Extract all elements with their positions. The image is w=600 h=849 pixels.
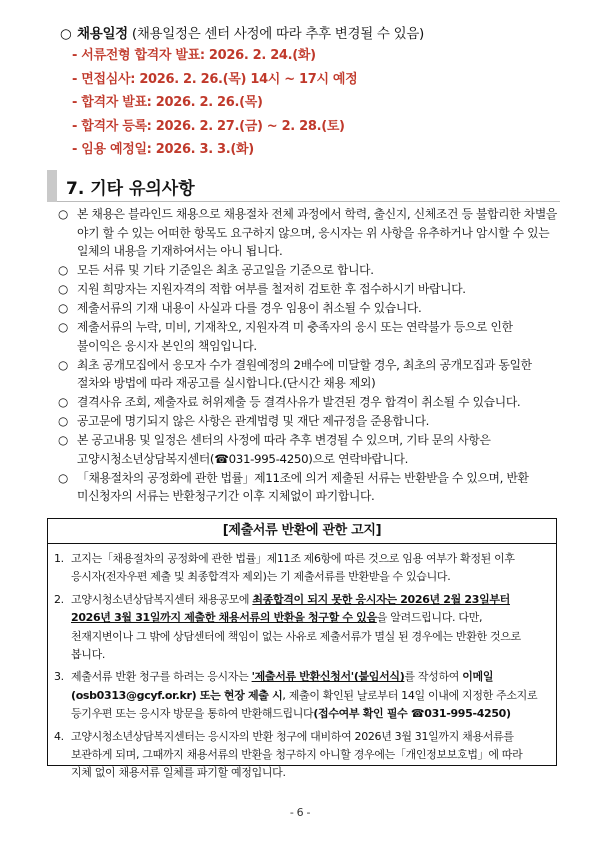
note-item bbox=[58, 393, 558, 412]
notice-item-emphasis: 최종합격이 되지 못한 응시자는 2026년 2월 23일부터 2026년 3월 31일까지 제출한 채용서류의 반환을 청구할 수 있음 bbox=[71, 592, 510, 625]
note-item bbox=[58, 280, 558, 299]
section-heading-bar bbox=[47, 170, 560, 202]
notice-item-4 bbox=[54, 728, 546, 783]
schedule-heading-line bbox=[60, 24, 560, 46]
schedule-item-final-result: - 합격자 발표: 2026. 2. 26.(목) bbox=[72, 95, 263, 110]
notice-item-text: 고지는「채용절차의 공정화에 관한 법률」제11조 제6항에 따른 것으로 임용 여부가 확정된 이후 응시자(전자우편 제출 및 최종합격자 제외)는 기 제출서류를 반환받을 수 있습니다. bbox=[71, 552, 515, 584]
notice-item-emphasis: (접수여부 확인 필수 ☎031-995-4250) bbox=[313, 707, 511, 721]
notice-item-text: 고양시청소년상담복지센터는 응시자의 반환 청구에 대비하여 2026년 3월 31일까지 채용서류를 보관하게 되며, 그때까지 채용서류의 반환을 청구하지 아니할 경우에는「개인정보보호법」에 따라 지체 없이 채용서류 일체를 파기할 예정입니다. bbox=[71, 729, 523, 780]
note-text: 최초 공개모집에서 응모자 수가 결원예정의 2배수에 미달할 경우, 최초의 공개모집과 동일한 절차와 방법에 따라 재공고를 실시합니다.(단시간 채용 제외) bbox=[77, 357, 532, 390]
schedule-item-registration: - 합격자 등록: 2026. 2. 27.(금) ~ 2. 28.(토) bbox=[72, 118, 345, 134]
document-return-notice-box bbox=[47, 518, 557, 780]
notice-item-number: 3. bbox=[54, 670, 64, 684]
notes-list bbox=[58, 205, 558, 506]
note-text: 모든 서류 및 기타 기준일은 최초 공고일을 기준으로 합니다. bbox=[77, 263, 374, 277]
circle-bullet-icon: ○ bbox=[60, 26, 72, 42]
notice-box-title: [제출서류 반환에 관한 고지] bbox=[48, 519, 556, 544]
notice-item-number: 1. bbox=[54, 552, 64, 565]
notice-item-1 bbox=[54, 550, 546, 587]
note-item bbox=[58, 261, 558, 280]
note-text: 결격사유 조회, 제출자료 허위제출 등 결격사유가 발견된 경우 합격이 취소될 수 있습니다. bbox=[77, 395, 521, 409]
note-text: 본 공고내용 및 일정은 센터의 사정에 따라 추후 변경될 수 있으며, 기타 문의 사항은 고양시청소년상담복지센터(☎031-995-4250)으로 연락바랍니다. bbox=[77, 433, 491, 466]
notice-item-3 bbox=[54, 668, 546, 723]
circle-bullet-icon: ○ bbox=[58, 263, 68, 277]
note-item bbox=[58, 356, 558, 393]
circle-bullet-icon: ○ bbox=[58, 207, 68, 221]
circle-bullet-icon: ○ bbox=[58, 282, 68, 296]
schedule-item-appointment: - 임용 예정일: 2026. 3. 3.(화) bbox=[72, 142, 254, 157]
note-item bbox=[58, 318, 558, 355]
note-text: 본 채용은 블라인드 채용으로 채용절차 전체 과정에서 학력, 출신지, 신체조건 등 불합리한 차별을 야기 할 수 있는 어떠한 항목도 요구하지 않으며, 응시자는 위 사항을 유추하거나 암시할 수 있는 일체의 내용을 기재하여서는 아니 됩니다. bbox=[77, 207, 557, 258]
notice-item-2 bbox=[54, 591, 546, 665]
notice-item-emphasis: 이메일(osb0313@gcyf.or.kr) 또는 현장 제출 시 bbox=[71, 670, 494, 702]
note-text: 지원 희망자는 지원자격의 적합 여부를 철저히 검토한 후 접수하시기 바랍니다. bbox=[77, 282, 466, 296]
page-number: - 6 - bbox=[289, 806, 311, 819]
note-item bbox=[58, 469, 558, 506]
schedule-item-document-result: - 서류전형 합격자 발표: 2026. 2. 24.(화) bbox=[72, 48, 316, 63]
schedule-heading: 채용일정 bbox=[77, 26, 128, 42]
notice-item-text: 제출서류 반환 청구를 하려는 응시자는 bbox=[71, 670, 252, 684]
notice-item-text: 을 알려드립니다. 다만, 천재지변이나 그 밖에 상담센터에 책임이 없는 사유로 제출서류가 멸실 된 경우에는 반환한 것으로 봅니다. bbox=[71, 611, 521, 662]
schedule-section bbox=[60, 24, 560, 164]
notice-item-text: 를 작성하여 bbox=[404, 670, 463, 684]
circle-bullet-icon: ○ bbox=[58, 470, 68, 485]
notice-box-list bbox=[48, 544, 556, 783]
section-accent-bar bbox=[47, 170, 57, 202]
notice-item-text: , 제출이 확인된 날로부터 14일 이내에 지정한 주소지로 등기우편 또는 응시자 방문을 통하여 반환해드립니다 bbox=[71, 688, 538, 721]
circle-bullet-icon: ○ bbox=[58, 414, 68, 428]
note-text: 「채용절차의 공정화에 관한 법률」제11조에 의거 제출된 서류는 반환받을 수 있으며, 반환 미신청자의 서류는 반환청구기간 이후 지체없이 파기합니다. bbox=[77, 470, 529, 503]
notice-item-emphasis: '제출서류 반환신청서'(붙임서식) bbox=[251, 670, 405, 684]
note-text: 제출서류의 누락, 미비, 기재착오, 지원자격 미 충족자의 응시 또는 연락불가 등으로 인한 불이익은 응시자 본인의 책임입니다. bbox=[77, 320, 513, 353]
section-underline bbox=[57, 201, 560, 202]
circle-bullet-icon: ○ bbox=[58, 357, 68, 372]
notice-item-number: 2. bbox=[54, 592, 64, 606]
note-text: 제출서류의 기재 내용이 사실과 다를 경우 임용이 취소될 수 있습니다. bbox=[77, 301, 422, 315]
circle-bullet-icon: ○ bbox=[58, 433, 68, 447]
note-text: 공고문에 명기되지 않은 사항은 관계법령 및 재단 제규정을 준용합니다. bbox=[77, 414, 430, 428]
schedule-heading-note: (채용일정은 센터 사정에 따라 추후 변경될 수 있음) bbox=[131, 26, 424, 42]
notice-item-text: 고양시청소년상담복지센터 채용공모에 bbox=[71, 592, 253, 606]
circle-bullet-icon: ○ bbox=[58, 320, 68, 334]
note-item bbox=[58, 412, 558, 431]
note-item bbox=[58, 431, 558, 468]
schedule-item-interview: - 면접심사: 2026. 2. 26.(목) 14시 ~ 17시 예정 bbox=[72, 71, 358, 87]
note-item bbox=[58, 299, 558, 318]
note-item bbox=[58, 205, 558, 261]
circle-bullet-icon: ○ bbox=[58, 301, 68, 315]
circle-bullet-icon: ○ bbox=[58, 395, 68, 409]
section-title: 7. 기타 유의사항 bbox=[66, 179, 195, 199]
notice-item-number: 4. bbox=[54, 729, 64, 743]
